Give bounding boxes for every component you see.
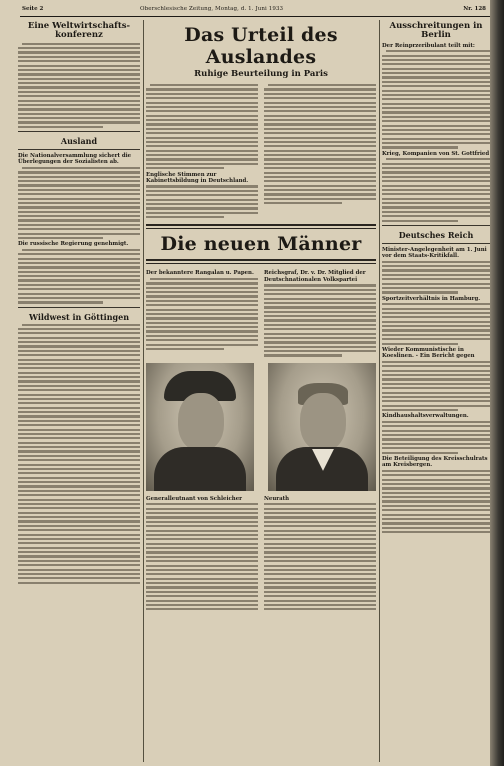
subheading-englische-stimmen: Englische Stimmen zur Kabinettsbildung in Deutschland. bbox=[146, 171, 249, 184]
issue-number: Nr. 128 bbox=[463, 6, 486, 12]
article-body bbox=[18, 167, 140, 239]
article-two-column bbox=[146, 268, 376, 358]
headline-wildwest-goettingen: Wildwest in Göttingen bbox=[28, 311, 130, 322]
masthead bbox=[20, 2, 490, 17]
newspaper-dateline: Oberschlesische Zeitung, Montag, d. 1. Juni 1933 bbox=[140, 6, 284, 12]
subheading-kindhaushalt: Kindhaushaltsverwaltungen. bbox=[382, 413, 469, 420]
article-body bbox=[18, 43, 140, 128]
article-body bbox=[18, 249, 140, 304]
subheading-sportzeit: Sportzeitverhältnis in Hamburg. bbox=[382, 295, 481, 302]
headline-die-neuen-maenner: Die neuen Männer bbox=[160, 233, 362, 256]
left-column bbox=[18, 20, 140, 762]
article-two-column bbox=[146, 494, 376, 613]
subheading-russische-regierung: Die russische Regierung genehmigt. bbox=[18, 241, 129, 248]
binding-edge bbox=[490, 0, 504, 766]
portrait-neurath-photo bbox=[268, 363, 376, 491]
right-column bbox=[382, 20, 490, 762]
article-two-column bbox=[146, 83, 376, 220]
headline-urteil-des-auslandes: Das Urteil des Auslandes bbox=[184, 24, 338, 68]
headline-ausschreitungen-berlin: Ausschreitungen in Berlin bbox=[389, 21, 483, 41]
subheading-reichsgraf: Reichsgraf, Dr. v. Dr. Mitglied der Deutschnationalen Volkspartei bbox=[264, 270, 366, 283]
headline-weltwirtschaftskonferenz: Eine Weltwirtschafts-konferenz bbox=[27, 21, 131, 41]
subheading-kommunistische: Wieder Kommunistische in Koeslinen. - Ein Bericht gegen bbox=[382, 346, 475, 360]
subheading-nationalversammlung: Die Nationalversammlung sichert die Überlegungen der Sozialisten ab. bbox=[18, 153, 132, 166]
subheading-reinprzeribulant: Der Reinprzeribulant teilt mit: bbox=[382, 42, 475, 49]
main-column bbox=[146, 20, 376, 762]
section-heading-deutsches-reich: Deutsches Reich bbox=[398, 229, 474, 240]
portrait-schleicher-photo bbox=[146, 363, 254, 491]
subheading-kreisschulrat: Die Beteiligung des Kreisschulrats am Kreisbergen. bbox=[382, 455, 488, 469]
subheading-krieg-kompanien: Krieg, Kompanien von St. Gottfried bbox=[382, 150, 490, 157]
section-heading-ausland: Ausland bbox=[60, 136, 98, 146]
caption-schleicher: Generalleutnant von Schleicher bbox=[146, 495, 242, 502]
caption-neurath: Neurath bbox=[264, 495, 290, 502]
portrait-photos bbox=[146, 363, 376, 491]
subheading-minister: Minister-Angelegenheit am 1. Juni vor dem Staats-Kritikfall. bbox=[382, 246, 487, 260]
page-number: Seite 2 bbox=[22, 6, 44, 12]
subheading-papen: Der bekanntere Rangalan u. Papen. bbox=[146, 270, 254, 277]
article-body bbox=[18, 324, 140, 584]
subheadline-paris: Ruhige Beurteilung in Paris bbox=[194, 69, 328, 79]
